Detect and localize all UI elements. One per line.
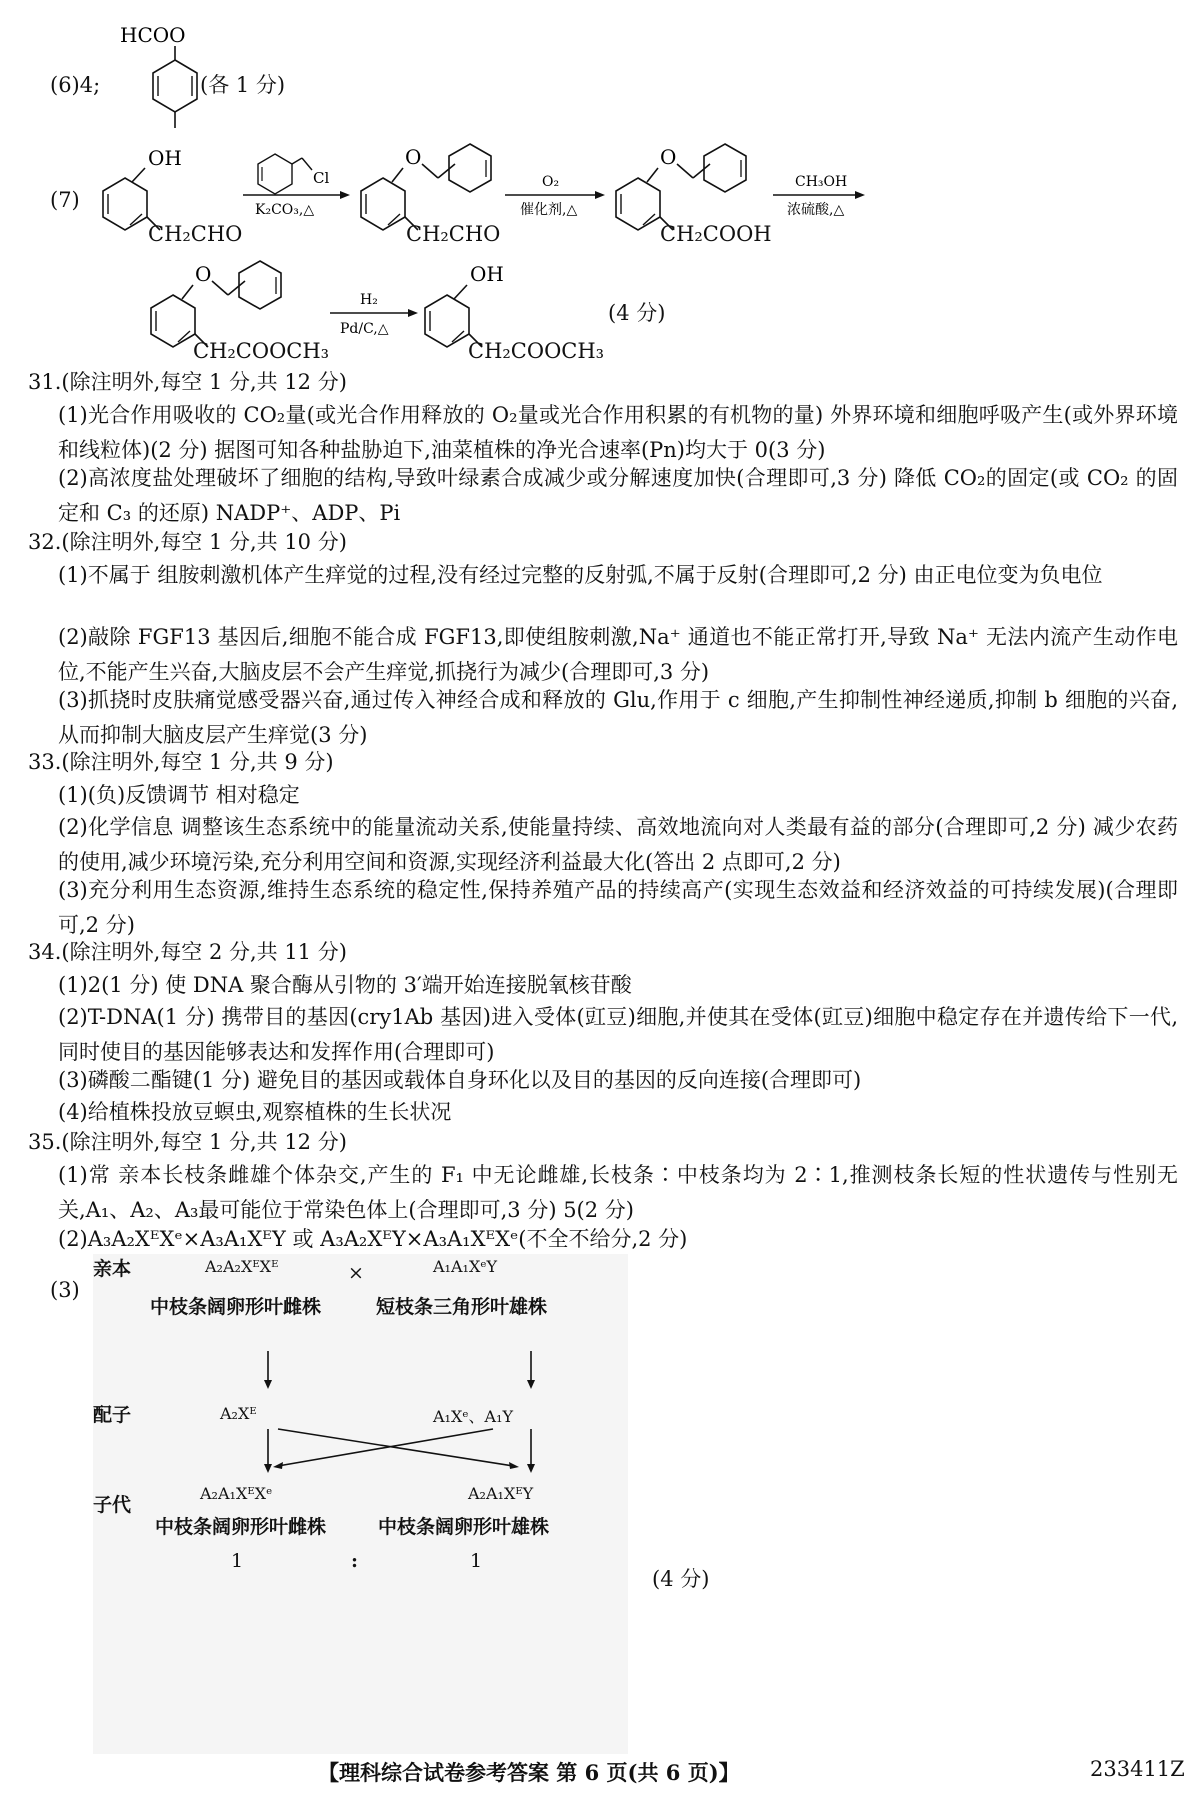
svg-text:浓硫酸,△: 浓硫酸,△: [787, 202, 845, 218]
q30-part7-score: (4 分): [608, 301, 666, 325]
svg-text:O: O: [405, 145, 422, 169]
row-label-gamete: 配子: [93, 1404, 132, 1426]
q35-part2: (2)A₃A₂XᴱXᵉ×A₃A₁XᴱY 或 A₃A₂XᴱY×A₃A₁XᴱXᵉ(不全不给分,2 分): [58, 1227, 688, 1251]
benzene-ring: [361, 178, 405, 230]
formate-group-label: HCOO: [120, 23, 186, 47]
offspring-male-genotype: A₂A₁XᴱY: [468, 1484, 534, 1503]
footer-code: 233411Z: [1090, 1757, 1185, 1781]
svg-text:K₂CO₃,△: K₂CO₃,△: [255, 202, 315, 218]
svg-text:H₂: H₂: [360, 292, 378, 308]
answer-page: HCOO OH Cl K₂CO₃,△ O O₂ 催化剂,△ O CH₃OH 浓硫酸,△ O H₂ Pd/C,△ OH (6)4; (各 1 分) (7) CH₂CHO CH₂CHO CH₂COOH CH₂COOCH₃ CH₂COOCH₃ (4 分) 31.(除注明外,每空 1 分,共 12 分) (1)光合作用吸收的 CO₂量(或光合作用释放的 O₂量或光合作用积累的有机物的量) 外界环境和细胞呼吸产生(或外界环境和线粒体)(2 分) 据图可知各种盐胁迫下,油菜植株的净光合速率(Pn)均大于 0(3 分) (2)高浓度盐处理破坏了细胞的结构,导致叶绿素合成减少或分解速度加快(合理即可,3 分) 降低 CO₂的固定(或 CO₂ 的固定和 C₃ 的还原) NADP⁺、ADP、Pi 32.(除注明外,每空 1 分,共 10 分) (1)不属于 组胺刺激机体产生痒觉的过程,没有经过完整的反射弧,不属于反射(合理即可,2 分) 由正电位变为负电位 (2)敲除 FGF13 基因后,细胞不能合成 FGF13,即使组胺刺激,Na⁺ 通道也不能正常打开,导致 Na⁺ 无法内流产生动作电位,不能产生兴奋,大脑皮层不会产生痒觉,抓挠行为减少(合理即可,3 分) (3)抓挠时皮肤痛觉感受器兴奋,通过传入神经合成和释放的 Glu,作用于 c 细胞,产生抑制性神经递质,抑制 b 细胞的兴奋,从而抑制大脑皮层产生痒觉(3 分) 33.(除注明外,每空 1 分,共 9 分) (1)(负)反馈调节 相对稳定 (2)化学信息 调整该生态系统中的能量流动关系,使能量持续、高效地流向对人类最有益的部分(合理即可,2 分) 减少农药的使用,减少环境污染,充分利用空间和资源,实现经济利益最大化(答出 2 点即可,2 分) (3)充分利用生态资源,维持生态系统的稳定性,保持养殖产品的持续高产(实现生态效益和经济效益的可持续发展)(合理即可,2 分) 34.(除注明外,每空 2 分,共 11 分) (1)2(1 分) 使 DNA 聚合酶从引物的 3′端开始连接脱氧核苷酸 (2)T-DNA(1 分) 携带目的基因(cry1Ab 基因)进入受体(豇豆)细胞,并使其在受体(豇豆)细胞中稳定存在并遗传给下一代,同时使目的基因能够表达和发挥作用(合理即可) (3)磷酸二酯键(1 分) 避免目的基因或载体自身环化以及目的基因的反向连接(合理即可) (4)给植株投放豆螟虫,观察植株的生长状况 35.(除注明外,每空 1 分,共 12 分) (1)常 亲本长枝条雌雄个体杂交,产生的 F₁ 中无论雌雄,长枝条∶中枝条均为 2∶1,推测枝条长短的性状遗传与性别无关,A₁、A₂、A₃最可能位于常染色体上(合理即可,3 分) 5(2 分) (2)A₃A₂XᴱXᵉ×A₃A₁XᴱY 或 A₃A₂XᴱY×A₃A₁XᴱXᵉ(不全不给分,2 分) (3) (4 分) 亲本 A₂A₂XᴱXᴱ × A₁A₁XᵉY 中枝条阔卵形叶雌株 短枝条三角形叶雄株 配子 A₂Xᴱ A₁Xᵉ、A₁Y A₂A₁XᴱXᵉ A₂A₁XᴱY 子代 中枝条阔卵形叶雌株 中枝条阔卵形叶雄株 1 : 1 【理科综合试卷参考答案 第 6 页(共 6 页)】 233411Z: [0, 0, 1200, 1794]
genetic-cross-diagram: [93, 1254, 628, 1754]
svg-text:Pd/C,△: Pd/C,△: [340, 321, 389, 337]
parent-male-genotype: A₁A₁XᵉY: [433, 1257, 498, 1276]
offspring-female-phenotype: 中枝条阔卵形叶雌株: [155, 1516, 327, 1538]
parent-male-phenotype: 短枝条三角形叶雄株: [376, 1296, 548, 1318]
offspring-male-phenotype: 中枝条阔卵形叶雄株: [378, 1516, 550, 1538]
svg-text:O: O: [195, 262, 212, 286]
parent-female-genotype: A₂A₂XᴱXᴱ: [205, 1257, 279, 1276]
q33-part1: (1)(负)反馈调节 相对稳定: [58, 783, 300, 807]
svg-text:CH₃OH: CH₃OH: [795, 174, 848, 190]
cross-sign: ×: [348, 1262, 364, 1284]
q35-part3-label: (3): [50, 1278, 80, 1302]
q30-part6-answer: (6)4;: [50, 73, 101, 97]
q34-part2: (2)T-DNA(1 分) 携带目的基因(cry1Ab 基因)进入受体(豇豆)细胞,并使其在受体(豇豆)细胞中稳定存在并遗传给下一代,同时使目的基因能够表达和发挥作用(合理即可): [58, 1005, 1178, 1064]
q34-part1: (1)2(1 分) 使 DNA 聚合酶从引物的 3′端开始连接脱氧核苷酸: [58, 973, 632, 997]
q32-heading: 32.(除注明外,每空 1 分,共 10 分): [28, 530, 347, 554]
parent-female-phenotype: 中枝条阔卵形叶雌株: [150, 1296, 322, 1318]
benzene-ring: [449, 144, 491, 192]
q32-part3: (3)抓挠时皮肤痛觉感受器兴奋,通过传入神经合成和释放的 Glu,作用于 c 细胞,产生抑制性神经递质,抑制 b 细胞的兴奋,从而抑制大脑皮层产生痒觉(3 分): [58, 688, 1178, 747]
q33-part2: (2)化学信息 调整该生态系统中的能量流动关系,使能量持续、高效地流向对人类最有益的部分(合理即可,2 分) 减少农药的使用,减少环境污染,充分利用空间和资源,实现经济利益最大化(答出 2 点即可,2 分): [58, 815, 1178, 874]
ratio-colon: :: [351, 1550, 359, 1572]
offspring-female-genotype: A₂A₁XᴱXᵉ: [200, 1484, 273, 1503]
benzene-ring: [425, 295, 469, 347]
benzene-ring: [616, 178, 660, 230]
q33-part3: (3)充分利用生态资源,维持生态系统的稳定性,保持养殖产品的持续高产(实现生态效益和经济效益的可持续发展)(合理即可,2 分): [58, 878, 1178, 937]
q33-heading: 33.(除注明外,每空 1 分,共 9 分): [28, 750, 334, 774]
benzene-ring: [103, 178, 147, 230]
row-label-parent: 亲本: [93, 1258, 132, 1280]
q34-heading: 34.(除注明外,每空 2 分,共 11 分): [28, 940, 347, 964]
gamete-female: A₂Xᴱ: [220, 1404, 257, 1423]
q35-part1: (1)常 亲本长枝条雌雄个体杂交,产生的 F₁ 中无论雌雄,长枝条∶中枝条均为 2∶1,推测枝条长短的性状遗传与性别无关,A₁、A₂、A₃最可能位于常染色体上(合理即可,3 分) 5(2 分): [58, 1163, 1178, 1222]
q31-part2: (2)高浓度盐处理破坏了细胞的结构,导致叶绿素合成减少或分解速度加快(合理即可,3 分) 降低 CO₂的固定(或 CO₂ 的固定和 C₃ 的还原) NADP⁺、ADP、Pi: [58, 466, 1178, 525]
benzene-ring: [153, 60, 197, 112]
benzene-ring: [258, 154, 292, 194]
q34-part3: (3)磷酸二酯键(1 分) 避免目的基因或载体自身环化以及目的基因的反向连接(合理即可): [58, 1068, 862, 1092]
q35-part3-score: (4 分): [652, 1567, 710, 1591]
ratio-right: 1: [470, 1550, 483, 1572]
q31-part1: (1)光合作用吸收的 CO₂量(或光合作用释放的 O₂量或光合作用积累的有机物的量) 外界环境和细胞呼吸产生(或外界环境和线粒体)(2 分) 据图可知各种盐胁迫下,油菜植株的净光合速率(Pn)均大于 0(3 分): [58, 403, 1178, 462]
ratio-left: 1: [231, 1550, 244, 1572]
svg-text:OH: OH: [470, 262, 504, 286]
q31-heading: 31.(除注明外,每空 1 分,共 12 分): [28, 370, 347, 394]
q34-part4: (4)给植株投放豆螟虫,观察植株的生长状况: [58, 1100, 452, 1124]
svg-text:O₂: O₂: [542, 174, 560, 190]
q32-part1: (1)不属于 组胺刺激机体产生痒觉的过程,没有经过完整的反射弧,不属于反射(合理即可,2 分) 由正电位变为负电位: [58, 563, 1103, 587]
svg-text:OH: OH: [148, 146, 182, 170]
gamete-male: A₁Xᵉ、A₁Y: [433, 1407, 514, 1426]
q30-part7-label: (7): [50, 188, 80, 212]
q35-heading: 35.(除注明外,每空 1 分,共 12 分): [28, 1130, 347, 1154]
svg-text:催化剂,△: 催化剂,△: [520, 202, 578, 218]
q30-part6-score: (各 1 分): [200, 73, 286, 97]
benzene-ring: [704, 144, 746, 192]
svg-text:O: O: [660, 145, 677, 169]
benzene-ring: [239, 261, 281, 309]
cross-arrows: [93, 1254, 628, 1754]
benzene-ring: [151, 295, 195, 347]
footer-title: 【理科综合试卷参考答案 第 6 页(共 6 页)】: [318, 1760, 740, 1785]
q32-part2: (2)敲除 FGF13 基因后,细胞不能合成 FGF13,即使组胺刺激,Na⁺ 通道也不能正常打开,导致 Na⁺ 无法内流产生动作电位,不能产生兴奋,大脑皮层不会产生痒觉,抓挠行为减少(合理即可,3 分): [58, 625, 1178, 684]
row-label-offspring: 子代: [93, 1494, 132, 1516]
svg-text:Cl: Cl: [313, 169, 330, 187]
